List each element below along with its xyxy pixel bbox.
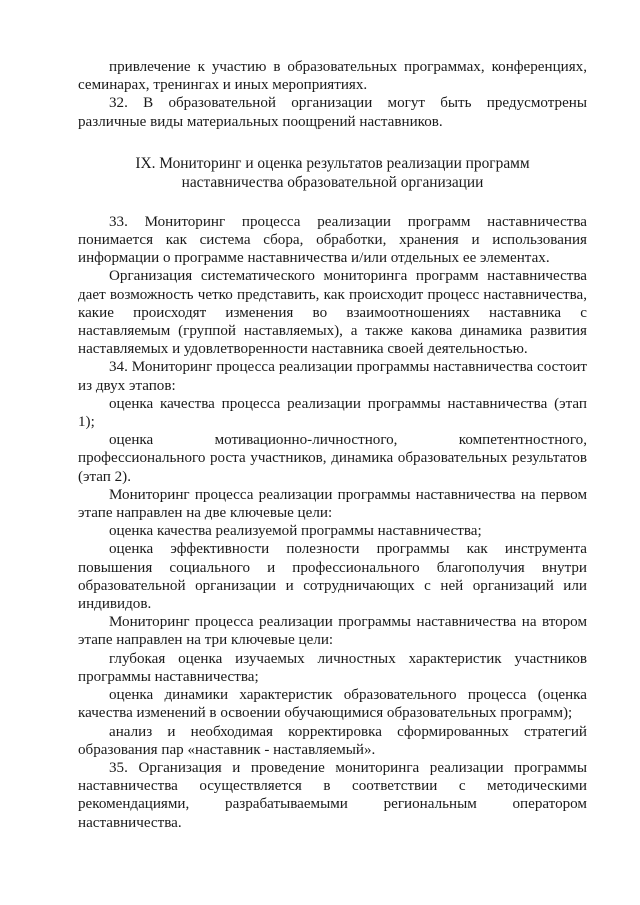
paragraph-35: 35. Организация и проведение мониторинга реализации программы наставничества осуществляется в соответствии с методическими рекомендациями, разрабатываемыми региональным оператором наставничества. bbox=[78, 759, 587, 831]
section-heading-line-1: IX. Мониторинг и оценка результатов реализации программ bbox=[135, 154, 530, 172]
paragraph-33: 33. Мониторинг процесса реализации программ наставничества понимается как система сбора, обработки, хранения и использования информации о программе наставничества и/или отдельных ее элементах. bbox=[78, 213, 587, 267]
paragraph-34-goal-efficiency: оценка эффективности полезности программы как инструмента повышения социального и профессионального благополучия внутри образовательной организации и сотрудничающих с ней организаций или индивидов. bbox=[78, 541, 587, 613]
paragraph-34-goal-analysis: анализ и необходимая корректировка сформированных стратегий образования пар «наставник - наставляемый». bbox=[78, 723, 587, 758]
paragraph-34: 34. Мониторинг процесса реализации программы наставничества состоит из двух этапов: bbox=[78, 359, 587, 394]
section-heading bbox=[78, 154, 587, 192]
paragraph-34-stage-2: оценка мотивационно-личностного, компетентностного, профессионального роста участников, динамика образовательных результатов (этап 2). bbox=[78, 432, 587, 485]
paragraph-34-goal-deep: глубокая оценка изучаемых личностных характеристик участников программы наставничества; bbox=[78, 650, 587, 685]
paragraph-32: 32. В образовательной организации могут быть предусмотрены различные виды материальных поощрений наставников. bbox=[78, 95, 587, 130]
paragraph-34-stage-1: оценка качества процесса реализации программы наставничества (этап 1); bbox=[78, 395, 587, 431]
paragraph-continuation: привлечение к участию в образовательных программах, конференциях, семинарах, тренингах и иных мероприятиях. bbox=[78, 59, 587, 94]
section-heading-line-2: наставничества образовательной организации bbox=[181, 173, 484, 191]
paragraph-34-goal-dynamics: оценка динамики характеристик образовательного процесса (оценка качества изменений в освоении обучающимися образовательных программ); bbox=[78, 687, 587, 722]
paragraph-34-second-stage: Мониторинг процесса реализации программы наставничества на втором этапе направлен на три ключевые цели: bbox=[78, 614, 587, 649]
paragraph-34-first-stage: Мониторинг процесса реализации программы наставничества на первом этапе направлен на две ключевые цели: bbox=[78, 486, 587, 522]
paragraph-33-continued: Организация систематического мониторинга программ наставничества дает возможность четко представить, как происходит процесс наставничества, какие происходят изменения во взаимоотношениях наставника с наставляемым (группой наставляемых), а также какова динамика развития наставляемых и удовлетворенности наставника своей деятельностью. bbox=[78, 268, 587, 358]
paragraph-34-goal-quality: оценка качества реализуемой программы наставничества; bbox=[109, 523, 482, 540]
